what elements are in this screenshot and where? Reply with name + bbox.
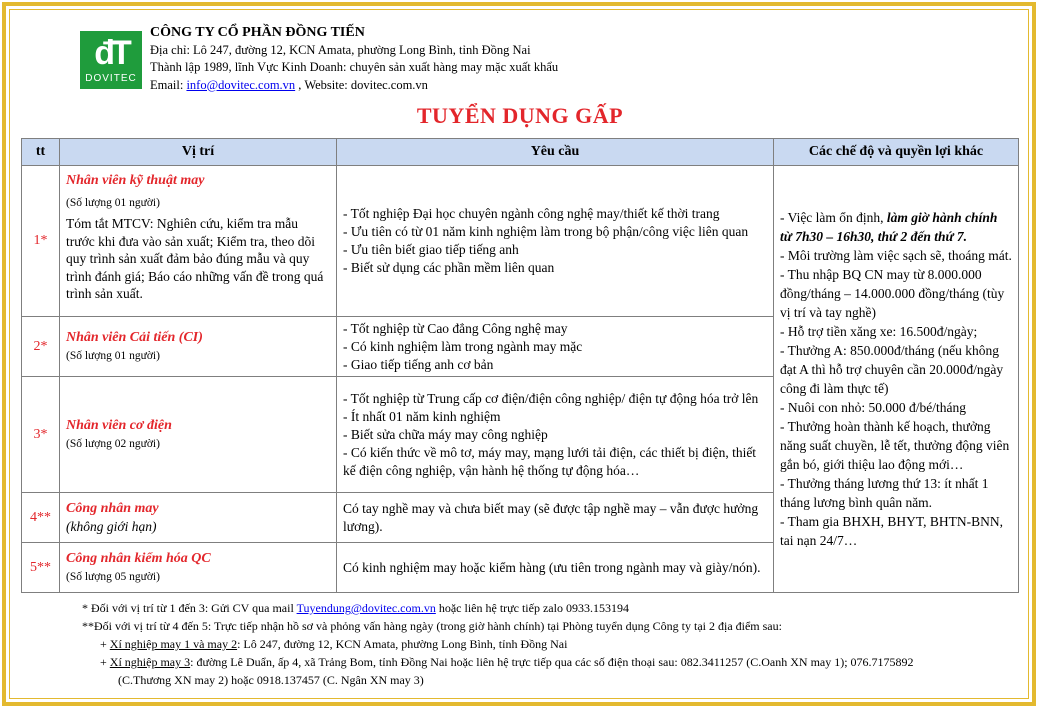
requirement-item: - Giao tiếp tiếng anh cơ bản <box>343 356 494 372</box>
note-location-2 <box>82 653 914 671</box>
benefit-item: - Hỗ trợ tiền xăng xe: 16.500đ/ngày; <box>780 324 978 339</box>
requirement-item: - Biết sử dụng các phần mềm liên quan <box>343 260 555 275</box>
benefit-item: - Thu nhập BQ CN may từ 8.000.000 đồng/tháng – 14.000.000 đồng/tháng (tùy vị trí và tay nghề) <box>780 267 1005 320</box>
footer-notes <box>82 599 914 689</box>
logo-brand-text: DOVITEC <box>85 73 137 84</box>
position-cell <box>60 543 337 593</box>
job-quantity: (Số lượng 01 người) <box>66 197 160 209</box>
bullet-plus: + <box>100 655 110 669</box>
row-number: 3* <box>22 377 60 493</box>
requirement-item: - Có kinh nghiệm làm trong ngành may mặc <box>343 338 583 354</box>
benefit-item: - Tham gia BHXH, BHYT, BHTN-BNN, tai nạn 24/7… <box>780 514 1003 548</box>
job-title: Nhân viên kỹ thuật may <box>66 173 205 188</box>
row-number: 1* <box>22 166 60 317</box>
company-address: Địa chỉ: Lô 247, đường 12, KCN Amata, phường Long Bình, tỉnh Đồng Nai <box>150 42 531 57</box>
table-header-row <box>22 139 1019 166</box>
location-label: Xí nghiệp may 1 và may 2 <box>109 637 238 651</box>
job-title: Công nhân may <box>66 500 159 516</box>
website-text: , Website: dovitec.com.vn <box>295 77 428 92</box>
company-email-link[interactable]: info@dovitec.com.vn <box>186 77 296 92</box>
benefit-item: - Thưởng hoàn thành kế hoạch, thưởng năng suất chuyền, lễ tết, thưởng động viên gắn bó, giới thiệu lao động mới… <box>780 419 1010 472</box>
header-position: Vị trí <box>60 139 337 166</box>
requirement-item: Có kinh nghiệm may hoặc kiểm hàng (ưu tiên trong ngành may và giày/nón). <box>343 559 761 575</box>
requirement-item: - Ưu tiên có từ 01 năm kinh nghiệm làm trong bộ phận/công việc liên quan <box>343 224 749 239</box>
note-text: * Đối với vị trí từ 1 đến 3: Gửi CV qua mail <box>82 601 297 615</box>
job-quantity: (Số lượng 01 người) <box>66 349 160 362</box>
company-contact <box>150 77 558 95</box>
requirement-item: - Tốt nghiệp Đại học chuyên ngành công nghệ may/thiết kế thời trang <box>343 206 720 221</box>
requirements-cell <box>337 166 774 317</box>
bullet-plus: + <box>100 637 110 651</box>
company-founded: Thành lập 1989, lĩnh Vực Kinh Doanh: chuyên sản xuất hàng may mặc xuất khẩu <box>150 60 559 74</box>
benefit-text: - Việc làm ổn định, <box>780 210 887 225</box>
requirement-item: Có tay nghề may và chưa biết may (sẽ được tập nghề may – vẫn được hưởng lương). <box>343 500 759 534</box>
recruitment-email-link[interactable]: Tuyendung@dovitec.com.vn <box>296 601 436 615</box>
job-title: Nhân viên Cải tiến (CI) <box>66 329 203 345</box>
job-quantity: (Số lượng 02 người) <box>66 437 160 450</box>
table-row <box>22 166 1019 317</box>
requirement-item: - Tốt nghiệp từ Cao đẳng Công nghệ may <box>343 320 568 336</box>
position-cell <box>60 317 337 377</box>
requirements-cell <box>337 317 774 377</box>
page-title: TUYỂN DỤNG GẤP <box>416 103 624 128</box>
location-text: : đường Lê Duẩn, ấp 4, xã Trảng Bom, tỉnh Đồng Nai hoặc liên hệ trực tiếp qua các số điện thoại sau: 082.3411257 (C.Oanh XN may 1); 076.7175892 <box>190 655 914 669</box>
requirement-item: - Tốt nghiệp từ Trung cấp cơ điện/điện công nghiệp/ điện tự động hóa trở lên <box>343 390 759 406</box>
note-positions-1-3 <box>82 599 914 617</box>
location-text: : Lô 247, đường 12, KCN Amata, phường Long Bình, tỉnh Đồng Nai <box>237 637 568 651</box>
job-quantity: (Số lượng 05 người) <box>66 570 160 583</box>
requirements-cell <box>337 493 774 543</box>
requirements-cell <box>337 377 774 493</box>
requirements-cell <box>337 543 774 593</box>
job-quantity: (không giới hạn) <box>66 518 157 534</box>
benefit-item: - Nuôi con nhỏ: 50.000 đ/bé/tháng <box>780 400 966 415</box>
job-title: Nhân viên cơ điện <box>66 417 172 433</box>
job-title: Công nhân kiểm hóa QC <box>66 550 211 566</box>
requirement-item: - Ưu tiên biết giao tiếp tiếng anh <box>343 242 519 257</box>
benefit-item: - Môi trường làm việc sạch sẽ, thoáng mát. <box>780 248 1012 263</box>
benefit-item <box>780 208 1012 246</box>
note-text: hoặc liên hệ trực tiếp zalo 0933.153194 <box>435 601 629 615</box>
benefit-working-hours: làm giờ hành chính từ 7h30 – 16h30, thứ 2 đến thứ 7. <box>780 210 998 244</box>
company-logo <box>80 31 142 89</box>
logo-mark: đT <box>94 34 128 72</box>
benefit-item: - Thưởng tháng lương thứ 13: ít nhất 1 tháng lương bình quân năm. <box>780 476 989 510</box>
row-number: 2* <box>22 317 60 377</box>
position-cell <box>60 377 337 493</box>
requirement-item: - Ít nhất 01 năm kinh nghiệm <box>343 408 501 424</box>
job-description: Tóm tắt MTCV: Nghiên cứu, kiểm tra mẫu trước khi đưa vào sản xuất; Kiểm tra, theo dõi quy trình sản xuất đảm bảo đúng mẫu và quy trình đánh giá; Báo cáo những vấn đề trong quá trình sản xuất. <box>66 216 324 301</box>
note-contacts: (C.Thương XN may 2) hoặc 0918.137457 (C. Ngân XN may 3) <box>118 673 424 687</box>
location-label: Xí nghiệp may 3 <box>109 655 191 669</box>
row-number: 5** <box>22 543 60 593</box>
header-requirements: Yêu cầu <box>337 139 774 166</box>
jobs-table <box>21 138 1019 593</box>
requirement-item: - Biết sửa chữa máy may công nghiệp <box>343 426 548 442</box>
note-location-1 <box>82 635 914 653</box>
header-tt: tt <box>22 139 60 166</box>
row-number: 4** <box>22 493 60 543</box>
benefits-cell <box>774 166 1019 593</box>
note-positions-4-5: **Đối với vị trí từ 4 đến 5: Trực tiếp nhận hồ sơ và phỏng vấn hàng ngày (trong giờ hành chính) tại Phòng tuyển dụng Công ty tại 2 địa điểm sau: <box>82 619 782 633</box>
benefit-item: - Thưởng A: 850.000đ/tháng (nếu không đạt A thì hỗ trợ chuyên cần 20.000đ/ngày công đi làm thực tế) <box>780 343 1004 396</box>
company-info <box>150 24 558 94</box>
requirement-item: - Có kiến thức về mô tơ, máy may, mạng lưới tải điện, các thiết bị điện, thiết kế điện công nghiệp, vận hành hệ thống tự động hóa… <box>343 444 757 478</box>
email-label: Email: <box>150 77 187 92</box>
header-benefits: Các chế độ và quyền lợi khác <box>774 139 1019 166</box>
position-cell <box>60 493 337 543</box>
company-name: CÔNG TY CỔ PHẦN ĐỒNG TIẾN <box>150 25 365 40</box>
position-cell <box>60 166 337 317</box>
